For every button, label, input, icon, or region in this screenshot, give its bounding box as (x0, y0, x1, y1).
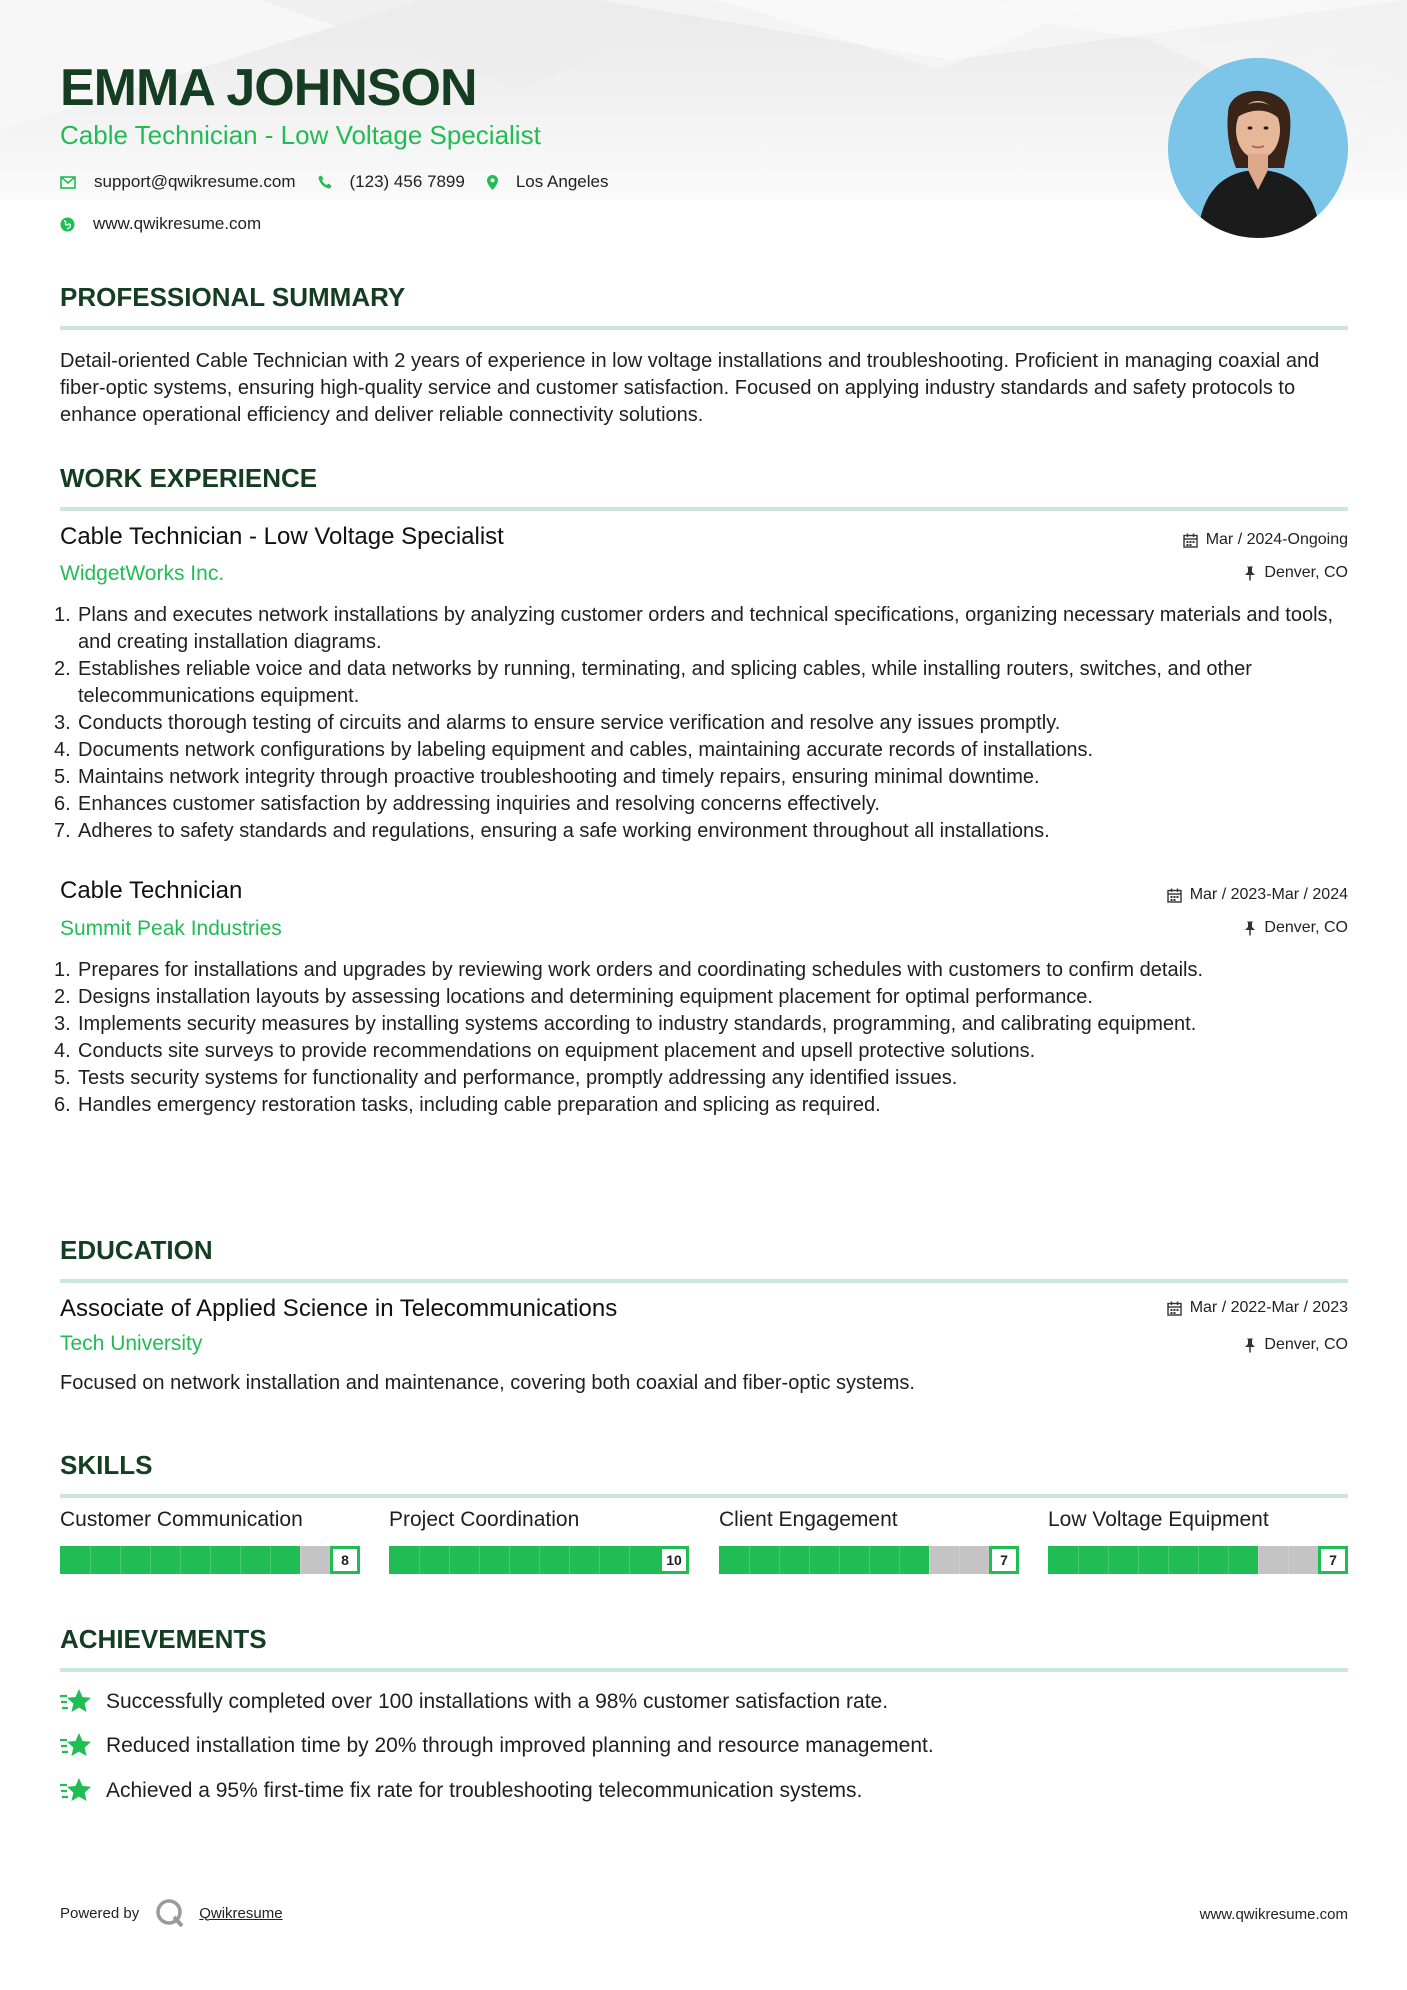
skill-bar (60, 1546, 360, 1574)
star-icon (60, 1732, 92, 1760)
section-divider (60, 326, 1348, 330)
skill-bar-segment (959, 1546, 960, 1574)
skill-bar-segment (1228, 1546, 1229, 1574)
skill-bar (389, 1546, 689, 1574)
education-location (1244, 1336, 1348, 1354)
star-icon (60, 1688, 92, 1716)
skill-bar-segment (1258, 1546, 1259, 1574)
skill-bar-segment (1078, 1546, 1079, 1574)
list-item: 1. Plans and executes network installations by analyzing customer orders and technical specifications, organizing necessary materials and tools, and creating installation diagrams. (54, 604, 1334, 653)
education-description: Focused on network installation and maintenance, covering both coaxial and fiber-optic systems. (60, 1372, 915, 1394)
contact-phone[interactable] (318, 172, 465, 192)
skill-item (389, 1508, 689, 1568)
pushpin-icon (1244, 1338, 1256, 1353)
skill-bar-segment (569, 1546, 570, 1574)
brand-link[interactable]: Qwikresume (199, 1904, 283, 1922)
calendar-icon (1183, 533, 1198, 548)
skill-level-badge: 8 (330, 1546, 360, 1574)
website-text: www.qwikresume.com (93, 214, 262, 233)
footer-website[interactable]: www.qwikresume.com (1199, 1906, 1348, 1923)
list-item: 1. Prepares for installations and upgrades by reviewing work orders and coordinating schedules with customers to confirm details. (54, 959, 1204, 981)
skill-bar (719, 1546, 1019, 1574)
email-text: support@qwikresume.com (94, 172, 296, 191)
skill-bar-segment (539, 1546, 540, 1574)
skill-bar-segment (509, 1546, 510, 1574)
contact-email[interactable] (60, 172, 296, 192)
star-icon (60, 1777, 92, 1805)
skill-bar-segment (479, 1546, 480, 1574)
skills-heading: SKILLS (60, 1450, 153, 1480)
skill-bar-segment (449, 1546, 450, 1574)
skill-bar-segment (869, 1546, 870, 1574)
education-location-text: Denver, CO (1264, 1336, 1348, 1353)
skill-bar-segment (839, 1546, 840, 1574)
skill-level-badge: 7 (1318, 1546, 1348, 1574)
summary-heading: PROFESSIONAL SUMMARY (60, 282, 406, 312)
job-dates (1183, 531, 1348, 549)
summary-text: Detail-oriented Cable Technician with 2 years of experience in low voltage installations and troubleshooting. Proficient in managing coaxial and fiber-optic systems, ensuring high-quality service and customer satisfaction. Focused on applying industry standards and safety protocols to enhance operational efficiency and deliver reliable connectivity solutions. (60, 350, 1320, 426)
skill-bar-segment (809, 1546, 810, 1574)
education-section (60, 1235, 1348, 1405)
powered-by-label: Powered by (60, 1904, 140, 1922)
section-divider (60, 1494, 1348, 1498)
achievement-text: Reduced installation time by 20% through improved planning and resource management. (106, 1734, 934, 1757)
map-pin-icon (487, 175, 498, 190)
list-item: 2. Establishes reliable voice and data networks by running, terminating, and splicing cables, while installing routers, switches, and other telecommunications equipment. (54, 658, 1252, 707)
calendar-icon (1167, 888, 1182, 903)
contact-website[interactable] (60, 214, 261, 234)
calendar-icon (1167, 1301, 1182, 1316)
skill-bar-segment (1198, 1546, 1199, 1574)
skill-bar-fill (719, 1546, 929, 1574)
experience-heading: WORK EXPERIENCE (60, 463, 318, 493)
skill-name: Low Voltage Equipment (1048, 1508, 1269, 1531)
contact-location (487, 172, 609, 192)
pushpin-icon (1244, 921, 1256, 936)
experience-section (54, 463, 1348, 1183)
profile-photo (1168, 58, 1348, 238)
skill-bar-segment (150, 1546, 151, 1574)
job-location-text: Denver, CO (1264, 919, 1348, 936)
qwikresume-logo-icon (155, 1898, 185, 1928)
skill-name: Customer Communication (60, 1508, 303, 1531)
section-divider (60, 507, 1348, 511)
skill-bar-segment (300, 1546, 301, 1574)
skill-name: Client Engagement (719, 1508, 898, 1531)
skill-bar-segment (1108, 1546, 1109, 1574)
degree-title: Associate of Applied Science in Telecommunications (60, 1295, 618, 1322)
school-name: Tech University (60, 1332, 203, 1355)
section-divider (60, 1279, 1348, 1283)
list-item: 5. Tests security systems for functionality and performance, promptly addressing any identified issues. (54, 1067, 958, 1089)
job-bullets (54, 602, 1348, 845)
education-heading: EDUCATION (60, 1235, 213, 1265)
skill-bar-fill (389, 1546, 659, 1574)
skill-bar-segment (240, 1546, 241, 1574)
candidate-name: EMMA JOHNSON (60, 59, 477, 117)
skill-bar-segment (629, 1546, 630, 1574)
list-item: 3. Conducts thorough testing of circuits and alarms to ensure service verification and resolve any issues promptly. (54, 712, 1061, 734)
skill-item (60, 1508, 360, 1568)
list-item: 6. Handles emergency restoration tasks, including cable preparation and splicing as required. (54, 1094, 881, 1116)
education-dates (1167, 1299, 1348, 1317)
job-title: Cable Technician (60, 877, 243, 904)
skill-bar-segment (1138, 1546, 1139, 1574)
achievement-item (60, 1732, 934, 1760)
job-location (1244, 564, 1348, 582)
contact-row (60, 172, 630, 192)
skill-bar (1048, 1546, 1348, 1574)
achievement-text: Achieved a 95% first-time fix rate for troubleshooting telecommunication systems. (106, 1779, 863, 1802)
list-item: 4. Documents network configurations by labeling equipment and cables, maintaining accurate records of installations. (54, 739, 1094, 761)
skill-bar-segment (419, 1546, 420, 1574)
portrait-illustration (1168, 58, 1348, 238)
job-location (1244, 919, 1348, 937)
skill-bar-segment (1168, 1546, 1169, 1574)
achievements-section (60, 1624, 1348, 1804)
skill-bar-fill (1048, 1546, 1258, 1574)
pushpin-icon (1244, 566, 1256, 581)
job-title: Cable Technician - Low Voltage Specialist (60, 523, 504, 550)
skill-bar-segment (90, 1546, 91, 1574)
job-dates-text: Mar / 2024-Ongoing (1205, 531, 1348, 548)
job-location-text: Denver, CO (1264, 564, 1348, 581)
skill-item (1048, 1508, 1348, 1568)
skill-bar-segment (120, 1546, 121, 1574)
candidate-role: Cable Technician - Low Voltage Specialist (60, 120, 541, 150)
company-name: WidgetWorks Inc. (60, 562, 225, 585)
skill-bar-segment (749, 1546, 750, 1574)
envelope-icon (60, 176, 76, 189)
achievement-item (60, 1777, 862, 1805)
achievement-text: Successfully completed over 100 installations with a 98% customer satisfaction rate. (106, 1690, 889, 1713)
job-dates (1167, 886, 1348, 904)
skill-bar-segment (270, 1546, 271, 1574)
footer-powered-by (60, 1898, 283, 1928)
skill-bar-segment (779, 1546, 780, 1574)
skill-bar-segment (180, 1546, 181, 1574)
skill-bar-segment (599, 1546, 600, 1574)
achievement-item (60, 1688, 888, 1716)
skill-bar-segment (1288, 1546, 1289, 1574)
phone-icon (318, 175, 332, 189)
phone-text: (123) 456 7899 (349, 172, 465, 191)
company-name: Summit Peak Industries (60, 917, 282, 940)
summary-section (60, 282, 1348, 429)
skill-level-badge: 10 (659, 1546, 689, 1574)
list-item: 2. Designs installation layouts by assessing locations and determining equipment placement for optimal performance. (54, 986, 1093, 1008)
list-item: 5. Maintains network integrity through proactive troubleshooting and timely repairs, ensuring minimal downtime. (54, 766, 1040, 788)
job-dates-text: Mar / 2023-Mar / 2024 (1189, 886, 1348, 903)
skill-bar-segment (899, 1546, 900, 1574)
website-row (60, 214, 283, 234)
skill-bar-segment (929, 1546, 930, 1574)
list-item: 7. Adheres to safety standards and regulations, ensuring a safe working environment throughout all installations. (54, 820, 1050, 842)
globe-icon (60, 217, 75, 232)
skill-name: Project Coordination (389, 1508, 580, 1531)
list-item: 4. Conducts site surveys to provide recommendations on equipment placement and upsell protective solutions. (54, 1040, 1036, 1062)
skill-bar-segment (210, 1546, 211, 1574)
job-bullets (54, 957, 1348, 1119)
skill-item (719, 1508, 1019, 1568)
achievements-heading: ACHIEVEMENTS (60, 1624, 267, 1654)
skill-level-badge: 7 (989, 1546, 1019, 1574)
list-item: 3. Implements security measures by installing systems according to industry standards, programming, and calibrating equipment. (54, 1013, 1197, 1035)
education-dates-text: Mar / 2022-Mar / 2023 (1189, 1299, 1348, 1316)
location-text: Los Angeles (515, 172, 609, 191)
section-divider (60, 1668, 1348, 1672)
list-item: 6. Enhances customer satisfaction by addressing inquiries and resolving concerns effectively. (54, 793, 880, 815)
skills-section (60, 1450, 1348, 1580)
